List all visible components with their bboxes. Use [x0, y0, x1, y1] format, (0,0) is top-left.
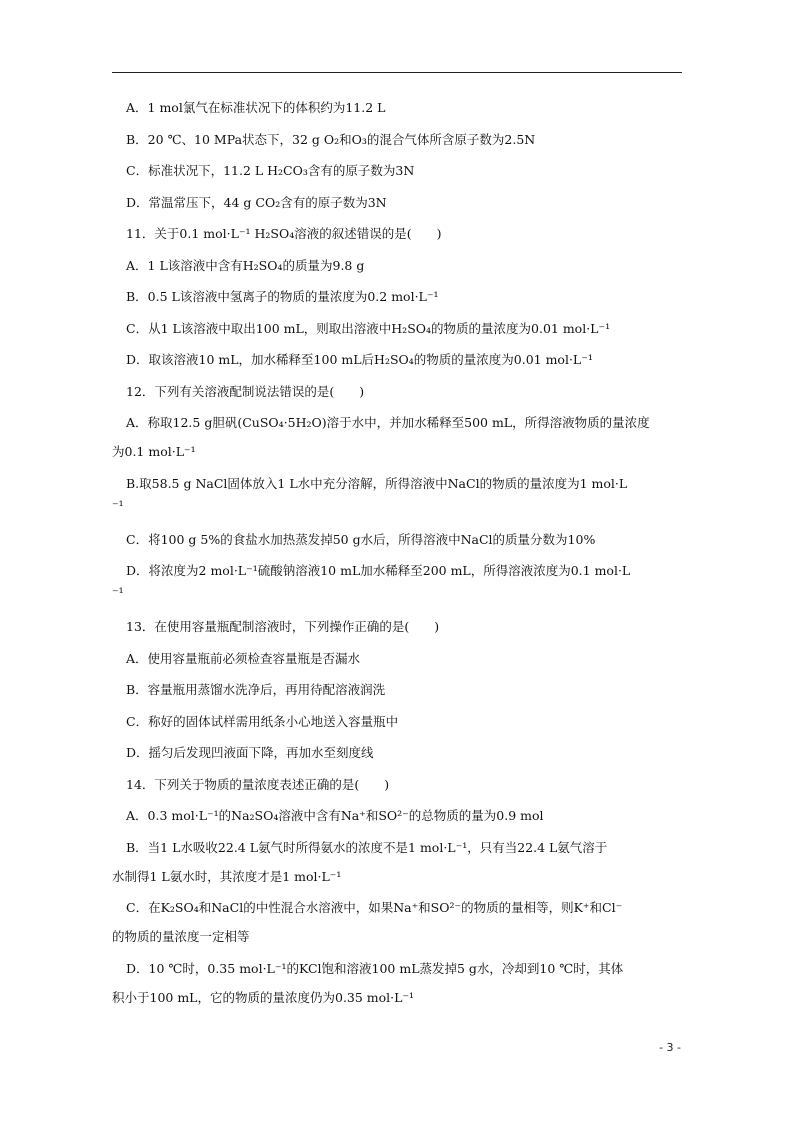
option-continuation: 为0.1 mol·L⁻¹	[112, 444, 196, 459]
question-12: 12．下列有关溶液配制说法错误的是( )	[126, 383, 365, 399]
header-rule	[112, 72, 682, 73]
page-number: - 3 -	[659, 1041, 681, 1054]
option-line: C．在K₂SO₄和NaCl的中性混合水溶液中，如果Na⁺和SO²⁻的物质的量相等，则K⁺和Cl⁻	[126, 900, 623, 915]
option-continuation: ⁻¹	[112, 497, 124, 513]
option-line: D．将浓度为2 mol·L⁻¹硫酸钠溶液10 mL加水稀释至200 mL，所得溶液浓度为0.1 mol·L	[126, 563, 631, 578]
option-line: D．10 ℃时，0.35 mol·L⁻¹的KCl饱和溶液100 mL蒸发掉5 g水，冷却到10 ℃时，其体	[126, 960, 624, 976]
option-line: D．取该溶液10 mL，加水稀释至100 mL后H₂SO₄的物质的量浓度为0.01 mol·L⁻¹	[126, 352, 593, 367]
option-line: C．从1 L该溶液中取出100 mL，则取出溶液中H₂SO₄的物质的量浓度为0.01 mol·L⁻¹	[126, 320, 611, 336]
option-line: A．1 mol氯气在标准状况下的体积约为11.2 L	[126, 100, 386, 115]
option-line: A．使用容量瓶前必须检查容量瓶是否漏水	[126, 650, 361, 666]
option-line: B.取58.5 g NaCl固体放入1 L水中充分溶解，所得溶液中NaCl的物质的量浓度为1 mol·L	[126, 475, 628, 491]
option-continuation: 的物质的量浓度一定相等	[112, 929, 250, 944]
question-13: 13．在使用容量瓶配制溶液时，下列操作正确的是( )	[126, 619, 440, 634]
option-line: B．当1 L水吸收22.4 L氨气时所得氨水的浓度不是1 mol·L⁻¹，只有当22.4 L氨气溶于	[126, 839, 608, 855]
option-line: A．称取12.5 g胆矾(CuSO₄·5H₂O)溶于水中，并加水稀释至500 mL，所得溶液物质的量浓度	[126, 415, 650, 430]
document-body	[112, 98, 702, 1019]
option-line: C．将100 g 5%的食盐水加热蒸发掉50 g水后，所得溶液中NaCl的质量分数为10%	[126, 531, 596, 547]
option-line: C．称好的固体试样需用纸条小心地送入容量瓶中	[126, 713, 399, 729]
option-line: B．容量瓶用蒸馏水洗净后，再用待配溶液润洗	[126, 682, 386, 697]
question-14: 14．下列关于物质的量浓度表述正确的是( )	[126, 776, 390, 792]
option-continuation: 水制得1 L氨水时，其浓度才是1 mol·L⁻¹	[112, 868, 342, 884]
option-line: B．0.5 L该溶液中氢离子的物质的量浓度为0.2 mol·L⁻¹	[126, 289, 439, 304]
option-line: D．常温常压下，44 g CO₂含有的原子数为3N	[126, 194, 387, 210]
option-continuation: 积小于100 mL，它的物质的量浓度仍为0.35 mol·L⁻¹	[112, 989, 415, 1005]
option-line: C．标准状况下，11.2 L H₂CO₃含有的原子数为3N	[126, 163, 415, 178]
option-line: A．0.3 mol·L⁻¹的Na₂SO₄溶液中含有Na⁺和SO²⁻的总物质的量为0.9 mol	[126, 808, 544, 823]
question-11: 11．关于0.1 mol·L⁻¹ H₂SO₄溶液的叙述错误的是( )	[126, 226, 442, 241]
option-continuation: ⁻¹	[112, 585, 124, 600]
option-line: B．20 ℃、10 MPa状态下，32 g O₂和O₃的混合气体所含原子数为2.5N	[126, 131, 536, 147]
option-line: A．1 L该溶液中含有H₂SO₄的质量为9.8 g	[126, 257, 365, 273]
option-line: D．摇匀后发现凹液面下降，再加水至刻度线	[126, 745, 374, 760]
